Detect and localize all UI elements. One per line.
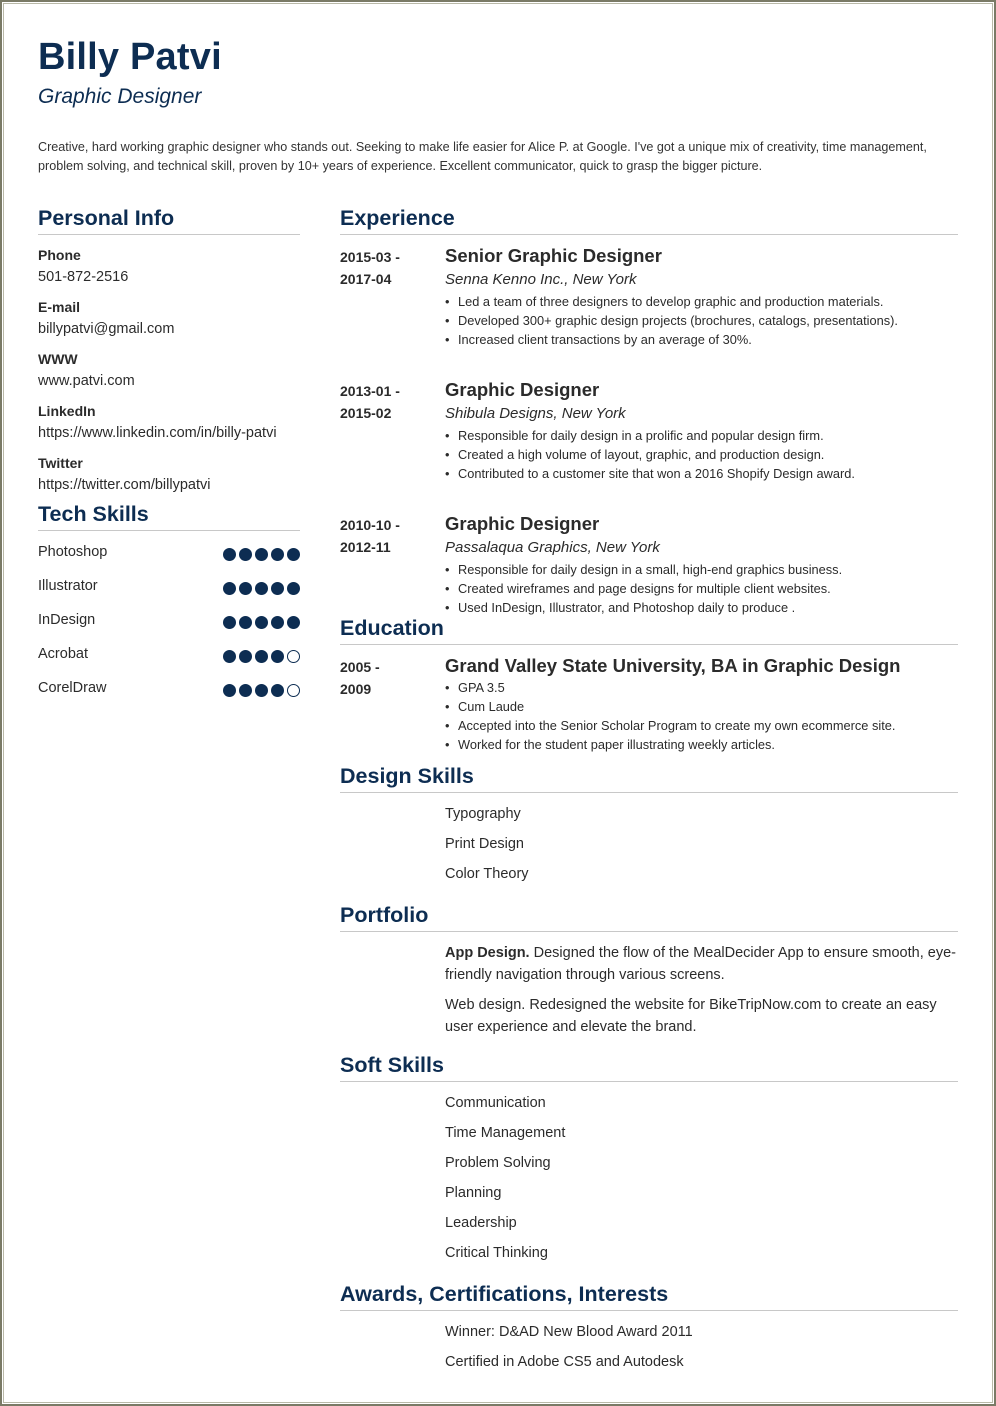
- empty-dot-icon: [287, 684, 300, 697]
- bullet-list: [445, 560, 958, 617]
- list-item: Certified in Adobe CS5 and Autodesk: [445, 1354, 684, 1370]
- portfolio-heading: Portfolio: [340, 903, 958, 932]
- soft-skills-list: [340, 1088, 958, 1282]
- skill-rating: [223, 650, 300, 663]
- education-date: [340, 654, 445, 764]
- filled-dot-icon: [287, 582, 300, 595]
- company: Senna Kenno Inc., New York: [445, 271, 637, 288]
- experience-item: [340, 244, 958, 378]
- date-start: 2015-03 -: [340, 249, 400, 265]
- bullet-item: • Developed 300+ graphic design projects (brochures, catalogs, presentations).: [445, 311, 958, 330]
- list-item: Problem Solving: [445, 1155, 551, 1171]
- filled-dot-icon: [271, 582, 284, 595]
- skill-name: Photoshop: [38, 544, 108, 560]
- date-end: 2015-02: [340, 405, 392, 421]
- filled-dot-icon: [271, 616, 284, 629]
- bullet-item: • Cum Laude: [445, 697, 958, 716]
- education-heading: Education: [340, 616, 958, 645]
- list-item: Color Theory: [445, 866, 529, 882]
- phone-label: Phone: [38, 247, 81, 263]
- filled-dot-icon: [255, 650, 268, 663]
- skill-rating: [223, 684, 300, 697]
- portfolio-item-text: Web design. Redesigned the website for BikeTripNow.com to create an easy user experience and elevate the brand.: [445, 997, 937, 1035]
- bullet-item: • Created a high volume of layout, graphic, and production design.: [445, 445, 958, 464]
- linkedin-value[interactable]: https://www.linkedin.com/in/billy-patvi: [38, 425, 277, 441]
- list-item: Critical Thinking: [445, 1245, 548, 1261]
- soft-skills-heading: Soft Skills: [340, 1053, 958, 1082]
- experience-heading: Experience: [340, 206, 958, 235]
- email-label: E-mail: [38, 299, 81, 315]
- filled-dot-icon: [223, 684, 236, 697]
- skill-name: Illustrator: [38, 578, 98, 594]
- bullet-item: • Increased client transactions by an average of 30%.: [445, 330, 958, 349]
- awards-heading: Awards, Certifications, Interests: [340, 1282, 958, 1311]
- skill-row: [38, 637, 300, 671]
- bullet-item: • Contributed to a customer site that won a 2016 Shopify Design award.: [445, 464, 958, 483]
- job-title: Senior Graphic Designer: [445, 245, 662, 266]
- date-start: 2005 -: [340, 659, 380, 675]
- date-start: 2013-01 -: [340, 383, 400, 399]
- bullet-list: [445, 426, 958, 483]
- filled-dot-icon: [239, 582, 252, 595]
- filled-dot-icon: [223, 650, 236, 663]
- candidate-name: Billy Patvi: [38, 36, 222, 78]
- www-label: WWW: [38, 351, 78, 367]
- filled-dot-icon: [239, 548, 252, 561]
- portfolio-item-title: App Design.: [445, 945, 530, 961]
- bullet-item: • Accepted into the Senior Scholar Program to create my own ecommerce site.: [445, 716, 958, 735]
- skill-row: [38, 569, 300, 603]
- list-item: Communication: [445, 1095, 546, 1111]
- filled-dot-icon: [223, 582, 236, 595]
- portfolio-item: [445, 994, 958, 1038]
- skill-rating: [223, 616, 300, 629]
- experience-date: [340, 378, 445, 512]
- tech-skills-list: [38, 535, 300, 705]
- bullet-item: • Responsible for daily design in a small, high-end graphics business.: [445, 560, 958, 579]
- experience-date: [340, 244, 445, 378]
- filled-dot-icon: [255, 616, 268, 629]
- filled-dot-icon: [271, 548, 284, 561]
- list-item: Planning: [445, 1185, 502, 1201]
- bullet-list: [445, 678, 958, 754]
- personal-info-list: [38, 244, 300, 504]
- www-value[interactable]: www.patvi.com: [38, 373, 135, 389]
- list-item: Time Management: [445, 1125, 566, 1141]
- company: Shibula Designs, New York: [445, 405, 626, 422]
- bullet-list: [445, 292, 958, 349]
- bullet-item: • Created wireframes and page designs for multiple client websites.: [445, 579, 958, 598]
- degree-title: Grand Valley State University, BA in Graphic Design: [445, 655, 901, 676]
- filled-dot-icon: [223, 548, 236, 561]
- filled-dot-icon: [271, 650, 284, 663]
- design-skills-list: [340, 799, 958, 903]
- list-item: Typography: [445, 806, 521, 822]
- education-body: [445, 654, 958, 764]
- bullet-item: • Responsible for daily design in a prolific and popular design firm.: [445, 426, 958, 445]
- skill-name: Acrobat: [38, 646, 88, 662]
- bullet-item: • Worked for the student paper illustrating weekly articles.: [445, 735, 958, 754]
- filled-dot-icon: [255, 582, 268, 595]
- right-column: [340, 206, 958, 1377]
- list-item: Winner: D&AD New Blood Award 2011: [445, 1324, 693, 1340]
- experience-item: [340, 512, 958, 616]
- left-column: [38, 206, 300, 705]
- date-end: 2017-04: [340, 271, 392, 287]
- filled-dot-icon: [255, 684, 268, 697]
- design-skills-heading: Design Skills: [340, 764, 958, 793]
- filled-dot-icon: [239, 684, 252, 697]
- filled-dot-icon: [255, 548, 268, 561]
- date-start: 2010-10 -: [340, 517, 400, 533]
- experience-body: [445, 378, 958, 512]
- filled-dot-icon: [239, 650, 252, 663]
- job-title: Graphic Designer: [445, 379, 600, 400]
- bullet-item: • Led a team of three designers to develop graphic and production materials.: [445, 292, 958, 311]
- job-title: Graphic Designer: [445, 513, 600, 534]
- email-value[interactable]: billypatvi@gmail.com: [38, 321, 175, 337]
- date-end: 2009: [340, 681, 372, 697]
- bullet-item: • Used InDesign, Illustrator, and Photoshop daily to produce .: [445, 598, 958, 617]
- date-end: 2012-11: [340, 539, 391, 555]
- filled-dot-icon: [239, 616, 252, 629]
- phone-value: 501-872-2516: [38, 269, 129, 285]
- skill-row: [38, 603, 300, 637]
- skill-row: [38, 671, 300, 705]
- filled-dot-icon: [223, 616, 236, 629]
- bullet-item: • GPA 3.5: [445, 678, 958, 697]
- candidate-title: Graphic Designer: [38, 85, 202, 108]
- portfolio-item: [445, 942, 958, 986]
- experience-body: [445, 244, 958, 378]
- filled-dot-icon: [287, 616, 300, 629]
- list-item: Print Design: [445, 836, 524, 852]
- experience-item: [340, 378, 958, 512]
- summary: Creative, hard working graphic designer who stands out. Seeking to make life easier for Alice P. at Google. I've got a unique mix of creativity, time management, problem solving, and technical skill, proven by 10+ years of experience. Excellent communicator, quick to grasp the bigger picture.: [38, 140, 927, 173]
- list-item: Leadership: [445, 1215, 517, 1231]
- twitter-value[interactable]: https://twitter.com/billypatvi: [38, 477, 211, 493]
- skill-rating: [223, 582, 300, 595]
- education-item: [340, 654, 958, 764]
- skill-rating: [223, 548, 300, 561]
- experience-body: [445, 512, 958, 616]
- empty-dot-icon: [287, 650, 300, 663]
- personal-info-heading: Personal Info: [38, 206, 300, 235]
- twitter-label: Twitter: [38, 455, 83, 471]
- linkedin-label: LinkedIn: [38, 403, 96, 419]
- portfolio-list: [340, 942, 958, 1053]
- skill-name: InDesign: [38, 612, 96, 628]
- experience-date: [340, 512, 445, 616]
- awards-list: [340, 1317, 958, 1377]
- filled-dot-icon: [271, 684, 284, 697]
- portfolio-item-text: Designed the flow of the MealDecider App to ensure smooth, eye-friendly navigation through various screens.: [445, 945, 956, 983]
- tech-skills-heading: Tech Skills: [38, 502, 300, 531]
- company: Passalaqua Graphics, New York: [445, 539, 660, 556]
- skill-name: CorelDraw: [38, 680, 107, 696]
- skill-row: [38, 535, 300, 569]
- filled-dot-icon: [287, 548, 300, 561]
